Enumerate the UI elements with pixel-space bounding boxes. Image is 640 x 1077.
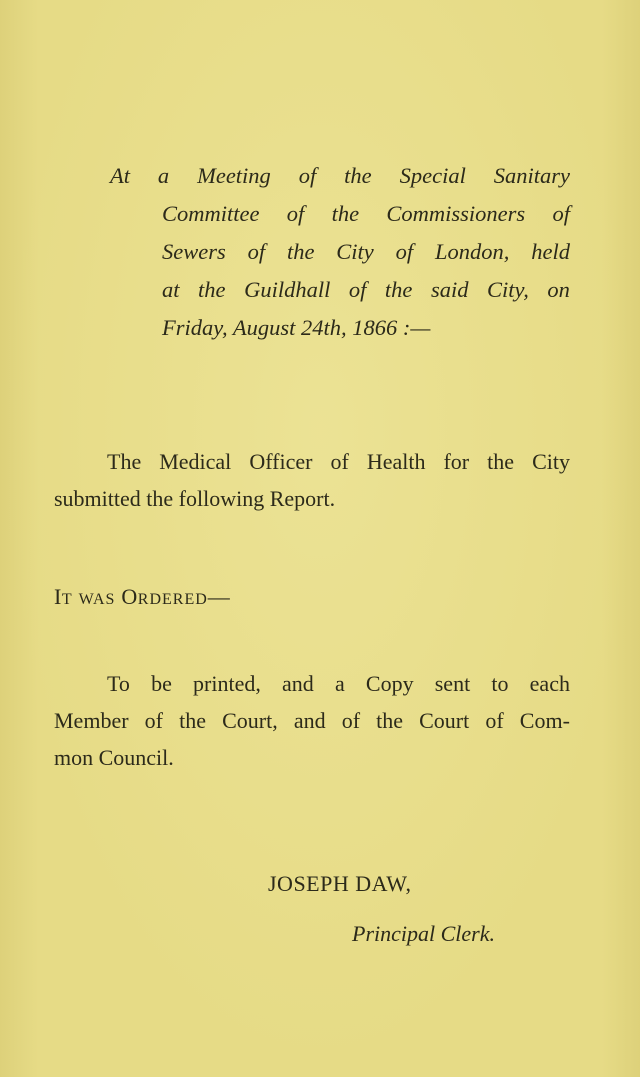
paragraph-word: of — [330, 449, 349, 474]
heading-line-4 — [110, 271, 570, 309]
paragraph-word: the — [376, 708, 404, 733]
paragraph-word: Officer — [249, 449, 313, 474]
paragraph-word: Court — [419, 708, 470, 733]
paragraph-word: each — [529, 671, 570, 696]
paragraph-word: and — [293, 708, 326, 733]
paragraph-word: to — [491, 671, 509, 696]
heading-word: of — [298, 163, 317, 188]
heading-word: of — [247, 239, 266, 264]
paragraph-word: of — [485, 708, 504, 733]
ordered-initial: O — [121, 584, 138, 609]
ordered-initial: I — [54, 584, 62, 609]
paragraph-word: City — [532, 449, 570, 474]
heading-word: Sanitary — [493, 163, 570, 188]
paragraph-word: printed, — [193, 671, 261, 696]
paragraph-word: the — [179, 708, 206, 733]
heading-word: the — [384, 277, 413, 302]
paragraph-word: of — [341, 708, 361, 733]
ordered-heading — [54, 584, 230, 610]
paragraph-word: for — [443, 449, 470, 474]
signature-title: Principal Clerk. — [352, 921, 495, 946]
paragraph-word: To — [107, 671, 130, 696]
paragraph2-line-3: mon Council. — [54, 745, 174, 770]
heading-line-2 — [110, 195, 570, 233]
heading-word: held — [531, 239, 570, 264]
paragraph1-line-1 — [54, 443, 570, 480]
paragraph-word: sent — [434, 671, 471, 696]
paragraph-word: Com- — [519, 708, 570, 733]
heading-word: the — [286, 239, 315, 264]
heading-word: City — [336, 239, 374, 264]
signature-name: JOSEPH DAW, — [268, 871, 412, 896]
ordered-dash: — — [207, 584, 231, 609]
paragraph-word: and — [282, 671, 314, 696]
heading-word: the — [331, 201, 360, 226]
heading-word: a — [157, 163, 170, 188]
heading-word: London, — [435, 239, 510, 264]
heading-word: Sewers — [162, 239, 226, 264]
paragraph-word: of — [144, 708, 163, 733]
heading-word: the — [198, 277, 226, 302]
heading-word: Commissioners — [386, 201, 526, 226]
heading-word: on — [547, 277, 570, 302]
heading-word: Meeting — [197, 163, 271, 188]
paragraph-word: a — [334, 671, 345, 696]
heading-word: the — [344, 163, 372, 188]
heading-line-5: Friday, August 24th, 1866 :— — [162, 315, 431, 340]
heading-word: of — [348, 277, 367, 302]
heading-word: of — [286, 201, 305, 226]
paragraph-word: Court, — [222, 708, 278, 733]
heading-word: of — [552, 201, 570, 226]
heading-word: Committee — [162, 201, 260, 226]
paragraph-word: be — [151, 671, 172, 696]
heading-word: said — [430, 277, 469, 302]
heading-word: at — [162, 277, 180, 302]
paragraph-word: Medical — [159, 449, 232, 474]
ordered-smallcaps: RDERED — [137, 591, 208, 608]
paragraph-word: Copy — [365, 671, 414, 696]
meeting-heading — [110, 157, 570, 347]
paragraph-word: the — [487, 449, 515, 474]
paragraph-word: Health — [366, 449, 426, 474]
heading-word: Guildhall — [244, 277, 331, 302]
paragraph-report-submitted — [54, 443, 570, 517]
ordered-smallcaps: WAS — [78, 591, 116, 608]
heading-line-1 — [110, 157, 570, 195]
paragraph-word: Member — [54, 708, 129, 733]
paragraph-printing-order — [54, 665, 570, 776]
heading-line-3 — [110, 233, 570, 271]
heading-word: City, — [487, 277, 529, 302]
heading-word: Special — [399, 163, 466, 188]
heading-word: of — [395, 239, 414, 264]
paragraph2-line-1 — [54, 665, 570, 702]
ordered-smallcaps: T — [61, 591, 73, 608]
paragraph2-line-2 — [54, 702, 570, 739]
paragraph-word: The — [107, 449, 142, 474]
paragraph1-line-2: submitted the following Report. — [54, 486, 336, 511]
heading-word: At — [110, 163, 130, 188]
